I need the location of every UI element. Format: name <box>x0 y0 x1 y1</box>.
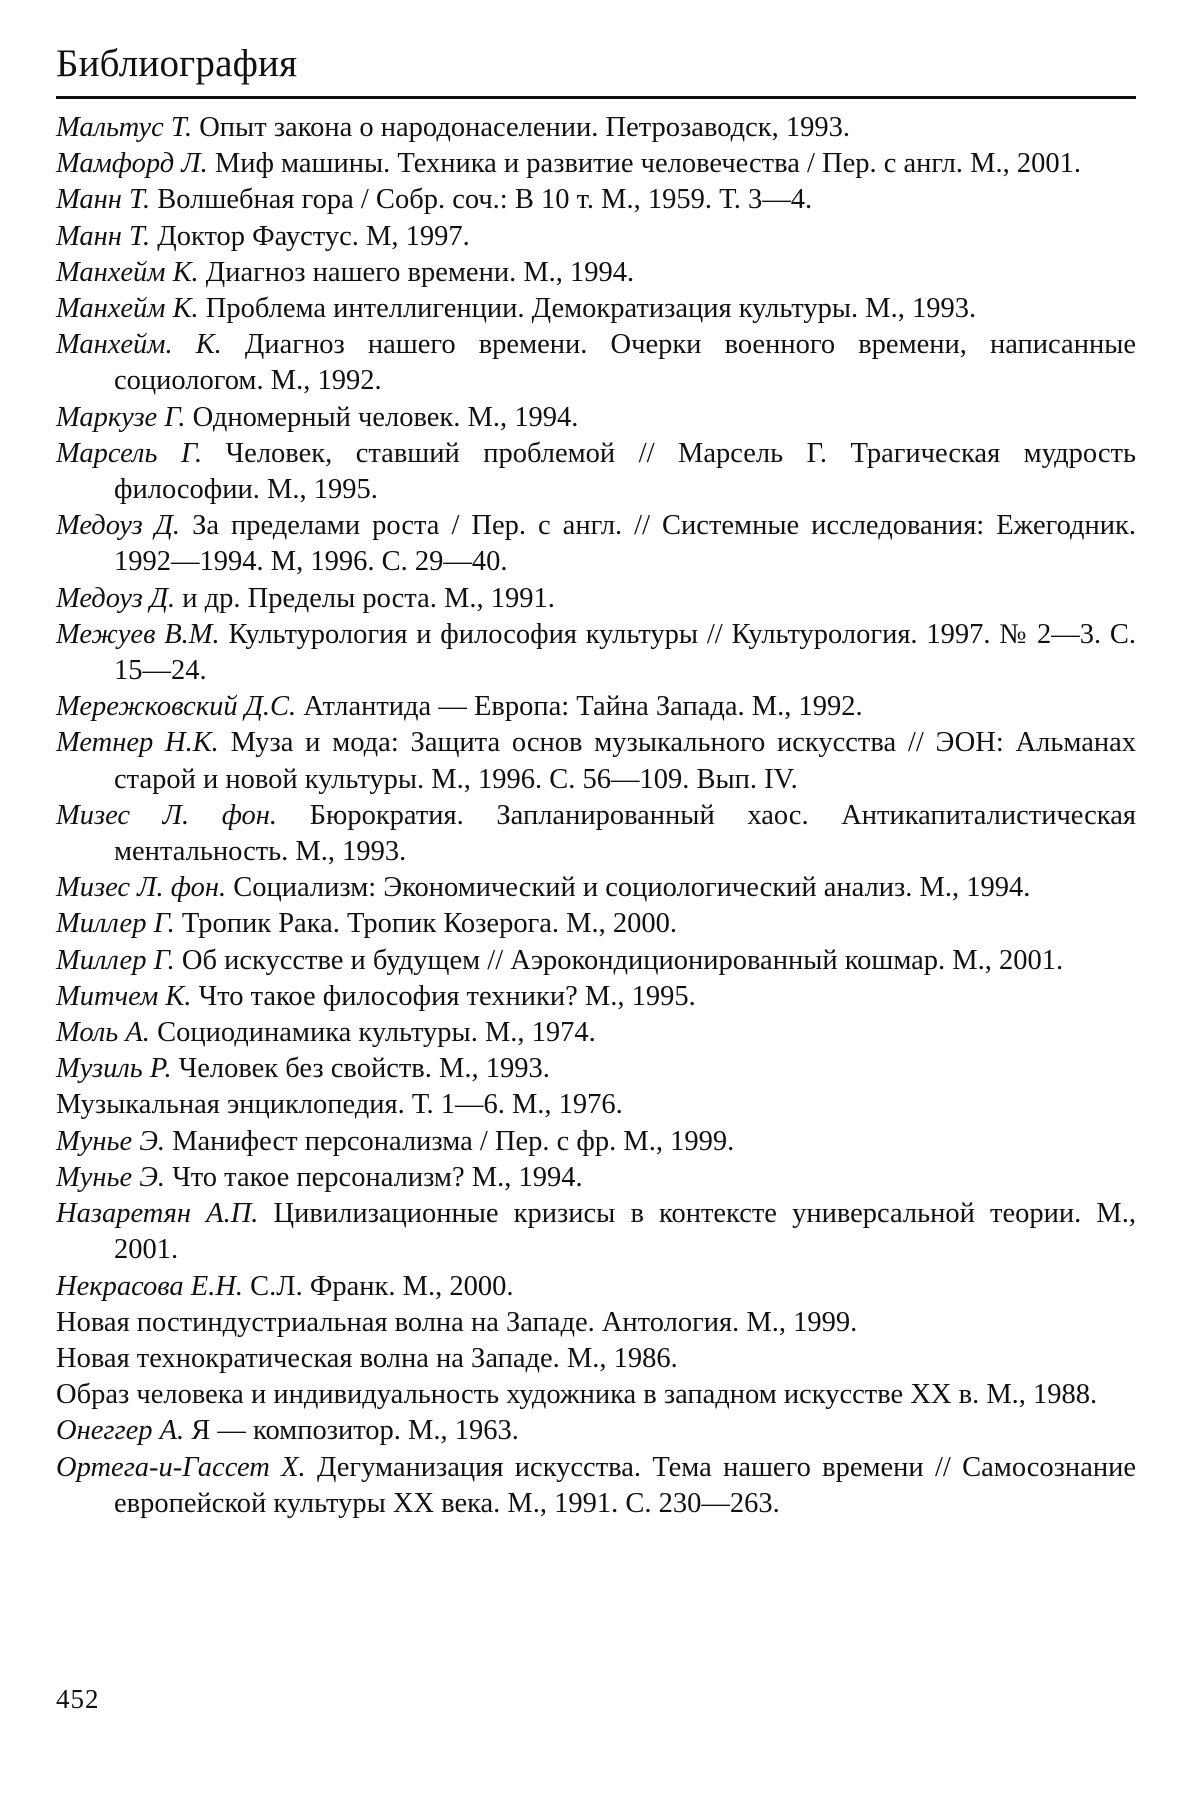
entry-author: Некрасова Е.Н. <box>56 1270 244 1302</box>
entry-author: Моль А. <box>56 1017 150 1049</box>
entry-text: Волшебная гора / Собр. соч.: В 10 т. М., 1959. Т. 3—4. <box>150 184 813 216</box>
entry-text: За пределами роста / Пер. с англ. // Системные исследования: Ежегодник. 1992—1994. М, 1996. С. 29—40. <box>114 510 1136 578</box>
bibliography-list <box>56 110 1136 1522</box>
bibliography-entry <box>56 1269 1136 1305</box>
entry-text: Диагноз нашего времени. Очерки военного времени, написанные социологом. М., 1992. <box>114 329 1136 397</box>
entry-author: Мунье Э. <box>56 1161 166 1193</box>
entry-text: Доктор Фаустус. М, 1997. <box>150 220 470 252</box>
bibliography-entry <box>56 979 1136 1015</box>
bibliography-entry <box>56 291 1136 327</box>
entry-author: Мизес Л. фон. <box>56 872 227 904</box>
entry-text: Опыт закона о народонаселении. Петрозаводск, 1993. <box>192 112 851 143</box>
entry-author: Манхейм К. <box>56 256 199 288</box>
bibliography-entry <box>56 798 1136 870</box>
entry-text: Одномерный человек. М., 1994. <box>185 401 579 433</box>
entry-text: Цивилизационные кризисы в контексте универсальной теории. М., 2001. <box>114 1198 1136 1266</box>
entry-author: Митчем К. <box>56 980 192 1012</box>
entry-text: Что такое персонализм? М., 1994. <box>165 1161 583 1193</box>
entry-text: Проблема интеллигенции. Демократизация культуры. М., 1993. <box>198 293 977 325</box>
entry-author: Медоуз Д. <box>56 582 176 614</box>
entry-text: Об искусстве и будущем // Аэрокондиционированный кошмар. М., 2001. <box>174 944 1064 976</box>
bibliography-entry <box>56 1051 1136 1087</box>
entry-text: Манифест персонализма / Пер. с фр. М., 1999. <box>165 1125 735 1157</box>
entry-author: Мальтус Т. <box>56 112 193 143</box>
entry-text: Культурология и философия культуры // Культурология. 1997. № 2—3. С. 15—24. <box>114 618 1137 687</box>
entry-text: Что такое философия техники? М., 1995. <box>191 980 696 1012</box>
bibliography-entry <box>56 1305 1136 1341</box>
entry-text: С.Л. Франк. М., 2000. <box>243 1270 514 1302</box>
bibliography-entry <box>56 725 1136 797</box>
entry-text: Диагноз нашего времени. М., 1994. <box>198 256 635 288</box>
entry-author: Манхейм. К. <box>56 329 222 361</box>
entry-author: Мизес Л. фон. <box>56 799 278 831</box>
entry-text: Человек, ставший проблемой // Марсель Г. Трагическая мудрость философии. М., 1995. <box>114 437 1136 506</box>
entry-text: Дегуманизация искусства. Тема нашего времени // Самосознание европейской культуры XX века. М., 1991. С. 230—263. <box>114 1451 1136 1519</box>
bibliography-entry <box>56 255 1136 291</box>
bibliography-entry <box>56 689 1136 725</box>
bibliography-entry <box>56 327 1136 399</box>
bibliography-entry <box>56 943 1136 979</box>
entry-text: Миф машины. Техника и развитие человечества / Пер. с англ. М., 2001. <box>207 148 1081 180</box>
entry-author: Маркузе Г. <box>56 401 186 433</box>
entry-author: Миллер Г. <box>56 908 175 940</box>
entry-text: Музыкальная энциклопедия. Т. 1—6. М., 1976. <box>56 1089 623 1121</box>
entry-text: Новая технократическая волна на Западе. М., 1986. <box>56 1342 678 1374</box>
entry-author: Мунье Э. <box>56 1125 166 1157</box>
entry-text: Социализм: Экономический и социологический анализ. М., 1994. <box>226 872 1031 904</box>
entry-text: Бюрократия. Запланированный хаос. Антикапиталистическая ментальность. М., 1993. <box>114 799 1136 868</box>
bibliography-entry <box>56 870 1136 906</box>
bibliography-entry <box>56 508 1136 580</box>
bibliography-entry <box>56 1124 1136 1160</box>
page-title: Библиография <box>56 42 298 85</box>
bibliography-entry <box>56 1196 1136 1268</box>
entry-text: Человек без свойств. М., 1993. <box>171 1053 550 1085</box>
bibliography-entry <box>56 906 1136 942</box>
bibliography-entry <box>56 1377 1136 1413</box>
entry-text: Новая постиндустриальная волна на Западе. Антология. М., 1999. <box>56 1306 858 1338</box>
bibliography-entry <box>56 1450 1136 1522</box>
entry-author: Миллер Г. <box>56 944 175 976</box>
entry-author: Манн Т. <box>56 220 151 252</box>
entry-text: Тропик Рака. Тропик Козерога. М., 2000. <box>174 908 677 940</box>
entry-text: Муза и мода: Защита основ музыкального искусства // ЭОН: Альманах старой и новой культуры. М., 1996. С. 56—109. Вып. IV. <box>114 727 1137 795</box>
bibliography-entry <box>56 436 1136 508</box>
entry-text: и др. Пределы роста. М., 1991. <box>175 582 555 614</box>
entry-author: Медоуз Д. <box>56 510 181 542</box>
entry-author: Мамфорд Л. <box>56 148 208 180</box>
bibliography-entry <box>56 1087 1136 1123</box>
bibliography-entry <box>56 110 1136 146</box>
entry-text: Образ человека и индивидуальность художника в западном искусстве XX в. М., 1988. <box>56 1379 1098 1411</box>
entry-author: Ортега-и-Гассет Х. <box>56 1451 306 1483</box>
bibliography-entry <box>56 146 1136 182</box>
bibliography-entry <box>56 1160 1136 1196</box>
entry-author: Межуев В.М. <box>56 618 220 650</box>
bibliography-entry <box>56 182 1136 218</box>
bibliography-entry <box>56 617 1136 689</box>
entry-author: Марсель Г. <box>56 437 203 469</box>
entry-text: Я — композитор. М., 1963. <box>184 1415 519 1447</box>
entry-author: Музиль Р. <box>56 1053 172 1085</box>
running-header <box>56 36 1136 99</box>
entry-author: Онеггер А. <box>56 1415 185 1447</box>
entry-author: Манхейм К. <box>56 293 199 325</box>
entry-author: Назаретян А.П. <box>56 1198 259 1230</box>
entry-author: Мережковский Д.С. <box>56 691 297 723</box>
bibliography-entry <box>56 581 1136 617</box>
entry-text: Социодинамика культуры. М., 1974. <box>149 1017 596 1049</box>
entry-author: Манн Т. <box>56 184 151 216</box>
bibliography-entry <box>56 219 1136 255</box>
bibliography-entry <box>56 1341 1136 1377</box>
bibliography-entry <box>56 400 1136 436</box>
bibliography-entry <box>56 1413 1136 1449</box>
entry-author: Метнер Н.К. <box>56 727 219 759</box>
page-number: 452 <box>56 1684 100 1714</box>
bibliography-entry <box>56 1015 1136 1051</box>
entry-text: Атлантида — Европа: Тайна Запада. М., 1992. <box>296 691 863 723</box>
